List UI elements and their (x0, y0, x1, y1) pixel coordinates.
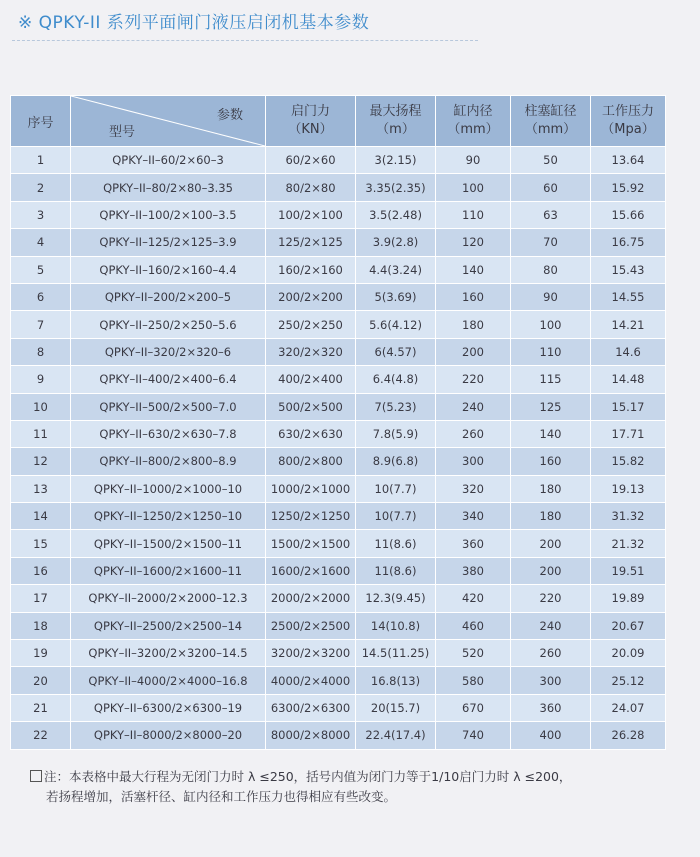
max-lift-cell: 3.5(2.48) (356, 201, 436, 228)
rod-diameter-cell: 360 (511, 694, 591, 721)
header-index: 序号 (11, 96, 71, 147)
model-cell: QPKY–II–8000/2×8000–20 (71, 722, 266, 749)
max-lift-cell: 5(3.69) (356, 283, 436, 310)
cylinder-bore-cell: 460 (436, 612, 511, 639)
footnote-text-2: 若扬程增加，活塞杆径、缸内径和工作压力也得相应有些改变。 (46, 789, 397, 804)
header-max-lift-unit: （m） (376, 122, 415, 137)
open-force-cell: 2000/2×2000 (266, 585, 356, 612)
parameters-table (10, 95, 666, 750)
open-force-cell: 2500/2×2500 (266, 612, 356, 639)
max-lift-cell: 8.9(6.8) (356, 448, 436, 475)
working-pressure-cell: 20.09 (591, 640, 666, 667)
working-pressure-cell: 16.75 (591, 229, 666, 256)
max-lift-cell: 5.6(4.12) (356, 311, 436, 338)
cylinder-bore-cell: 240 (436, 393, 511, 420)
header-working-pressure (591, 96, 666, 147)
open-force-cell: 1600/2×1600 (266, 557, 356, 584)
header-cylinder-bore-name: 缸内径 (453, 104, 493, 119)
cylinder-bore-cell: 740 (436, 722, 511, 749)
cylinder-bore-cell: 420 (436, 585, 511, 612)
cylinder-bore-cell: 580 (436, 667, 511, 694)
table-row (11, 338, 666, 365)
open-force-cell: 3200/2×3200 (266, 640, 356, 667)
index-cell: 15 (11, 530, 71, 557)
header-open-force (266, 96, 356, 147)
header-open-force-unit: （KN） (288, 122, 333, 137)
working-pressure-cell: 31.32 (591, 503, 666, 530)
model-cell: QPKY–II–2500/2×2500–14 (71, 612, 266, 639)
rod-diameter-cell: 180 (511, 503, 591, 530)
index-cell: 4 (11, 229, 71, 256)
model-cell: QPKY–II–1500/2×1500–11 (71, 530, 266, 557)
working-pressure-cell: 19.13 (591, 475, 666, 502)
working-pressure-cell: 14.48 (591, 366, 666, 393)
model-cell: QPKY–II–125/2×125–3.9 (71, 229, 266, 256)
header-param-model (71, 96, 266, 147)
max-lift-cell: 11(8.6) (356, 530, 436, 557)
cylinder-bore-cell: 300 (436, 448, 511, 475)
table-row (11, 283, 666, 310)
table-row (11, 475, 666, 502)
cylinder-bore-cell: 340 (436, 503, 511, 530)
index-cell: 8 (11, 338, 71, 365)
index-cell: 11 (11, 420, 71, 447)
working-pressure-cell: 25.12 (591, 667, 666, 694)
open-force-cell: 125/2×125 (266, 229, 356, 256)
model-cell: QPKY–II–320/2×320–6 (71, 338, 266, 365)
open-force-cell: 200/2×200 (266, 283, 356, 310)
model-cell: QPKY–II–200/2×200–5 (71, 283, 266, 310)
rod-diameter-cell: 400 (511, 722, 591, 749)
working-pressure-cell: 14.55 (591, 283, 666, 310)
rod-diameter-cell: 220 (511, 585, 591, 612)
index-cell: 20 (11, 667, 71, 694)
header-rod-diameter (511, 96, 591, 147)
open-force-cell: 1500/2×1500 (266, 530, 356, 557)
working-pressure-cell: 14.6 (591, 338, 666, 365)
open-force-cell: 500/2×500 (266, 393, 356, 420)
footnote-line-1 (30, 767, 680, 787)
table-row (11, 448, 666, 475)
working-pressure-cell: 13.64 (591, 147, 666, 174)
rod-diameter-cell: 110 (511, 338, 591, 365)
open-force-cell: 160/2×160 (266, 256, 356, 283)
model-cell: QPKY–II–160/2×160–4.4 (71, 256, 266, 283)
footnote (30, 767, 680, 807)
max-lift-cell: 11(8.6) (356, 557, 436, 584)
working-pressure-cell: 15.17 (591, 393, 666, 420)
rod-diameter-cell: 63 (511, 201, 591, 228)
model-cell: QPKY–II–4000/2×4000–16.8 (71, 667, 266, 694)
working-pressure-cell: 20.67 (591, 612, 666, 639)
rod-diameter-cell: 160 (511, 448, 591, 475)
header-working-pressure-unit: （Mpa） (601, 122, 655, 137)
table-row (11, 311, 666, 338)
table-row (11, 530, 666, 557)
open-force-cell: 630/2×630 (266, 420, 356, 447)
open-force-cell: 8000/2×8000 (266, 722, 356, 749)
cylinder-bore-cell: 380 (436, 557, 511, 584)
open-force-cell: 6300/2×6300 (266, 694, 356, 721)
table-row (11, 420, 666, 447)
index-cell: 2 (11, 174, 71, 201)
working-pressure-cell: 14.21 (591, 311, 666, 338)
cylinder-bore-cell: 670 (436, 694, 511, 721)
max-lift-cell: 6.4(4.8) (356, 366, 436, 393)
working-pressure-cell: 15.92 (591, 174, 666, 201)
index-cell: 13 (11, 475, 71, 502)
index-cell: 14 (11, 503, 71, 530)
model-cell: QPKY–II–1250/2×1250–10 (71, 503, 266, 530)
max-lift-cell: 7(5.23) (356, 393, 436, 420)
title-divider (12, 40, 478, 41)
cylinder-bore-cell: 110 (436, 201, 511, 228)
max-lift-cell: 20(15.7) (356, 694, 436, 721)
cylinder-bore-cell: 180 (436, 311, 511, 338)
max-lift-cell: 3.9(2.8) (356, 229, 436, 256)
table-row (11, 640, 666, 667)
max-lift-cell: 16.8(13) (356, 667, 436, 694)
open-force-cell: 1000/2×1000 (266, 475, 356, 502)
working-pressure-cell: 21.32 (591, 530, 666, 557)
rod-diameter-cell: 125 (511, 393, 591, 420)
working-pressure-cell: 26.28 (591, 722, 666, 749)
table-row (11, 393, 666, 420)
open-force-cell: 80/2×80 (266, 174, 356, 201)
max-lift-cell: 22.4(17.4) (356, 722, 436, 749)
table-row (11, 147, 666, 174)
working-pressure-cell: 24.07 (591, 694, 666, 721)
open-force-cell: 800/2×800 (266, 448, 356, 475)
rod-diameter-cell: 80 (511, 256, 591, 283)
max-lift-cell: 3.35(2.35) (356, 174, 436, 201)
max-lift-cell: 7.8(5.9) (356, 420, 436, 447)
header-open-force-name: 启门力 (290, 104, 330, 119)
max-lift-cell: 6(4.57) (356, 338, 436, 365)
index-cell: 3 (11, 201, 71, 228)
rod-diameter-cell: 90 (511, 283, 591, 310)
index-cell: 6 (11, 283, 71, 310)
open-force-cell: 100/2×100 (266, 201, 356, 228)
cylinder-bore-cell: 140 (436, 256, 511, 283)
model-cell: QPKY–II–6300/2×6300–19 (71, 694, 266, 721)
table-row (11, 174, 666, 201)
model-cell: QPKY–II–400/2×400–6.4 (71, 366, 266, 393)
index-cell: 9 (11, 366, 71, 393)
header-cylinder-bore-unit: （mm） (447, 122, 499, 137)
rod-diameter-cell: 70 (511, 229, 591, 256)
checkbox-square-icon (30, 770, 42, 782)
table-row (11, 694, 666, 721)
model-cell: QPKY–II–60/2×60–3 (71, 147, 266, 174)
footnote-text-1: 注：本表格中最大行程为无闭门力时 λ ≤250，括号内值为闭门力等于1/10启门力时 λ ≤200， (44, 769, 572, 784)
cylinder-bore-cell: 100 (436, 174, 511, 201)
model-cell: QPKY–II–800/2×800–8.9 (71, 448, 266, 475)
table-row (11, 585, 666, 612)
cylinder-bore-cell: 160 (436, 283, 511, 310)
table-row (11, 256, 666, 283)
header-max-lift (356, 96, 436, 147)
max-lift-cell: 10(7.7) (356, 503, 436, 530)
table-row (11, 667, 666, 694)
model-cell: QPKY–II–630/2×630–7.8 (71, 420, 266, 447)
table-row (11, 722, 666, 749)
rod-diameter-cell: 300 (511, 667, 591, 694)
model-cell: QPKY–II–1000/2×1000–10 (71, 475, 266, 502)
max-lift-cell: 14.5(11.25) (356, 640, 436, 667)
model-cell: QPKY–II–250/2×250–5.6 (71, 311, 266, 338)
open-force-cell: 400/2×400 (266, 366, 356, 393)
open-force-cell: 320/2×320 (266, 338, 356, 365)
index-cell: 12 (11, 448, 71, 475)
header-cylinder-bore (436, 96, 511, 147)
index-cell: 17 (11, 585, 71, 612)
header-row (11, 96, 666, 147)
table-row (11, 229, 666, 256)
index-cell: 21 (11, 694, 71, 721)
rod-diameter-cell: 180 (511, 475, 591, 502)
index-cell: 19 (11, 640, 71, 667)
cylinder-bore-cell: 120 (436, 229, 511, 256)
max-lift-cell: 14(10.8) (356, 612, 436, 639)
index-cell: 16 (11, 557, 71, 584)
cylinder-bore-cell: 90 (436, 147, 511, 174)
header-working-pressure-name: 工作压力 (601, 104, 654, 119)
open-force-cell: 60/2×60 (266, 147, 356, 174)
rod-diameter-cell: 200 (511, 557, 591, 584)
page-title: ※ QPKY-II 系列平面闸门液压启闭机基本参数 (18, 13, 370, 33)
cylinder-bore-cell: 260 (436, 420, 511, 447)
cylinder-bore-cell: 220 (436, 366, 511, 393)
model-cell: QPKY–II–100/2×100–3.5 (71, 201, 266, 228)
model-cell: QPKY–II–80/2×80–3.35 (71, 174, 266, 201)
open-force-cell: 1250/2×1250 (266, 503, 356, 530)
header-max-lift-name: 最大扬程 (369, 104, 422, 119)
cylinder-bore-cell: 200 (436, 338, 511, 365)
max-lift-cell: 4.4(3.24) (356, 256, 436, 283)
open-force-cell: 250/2×250 (266, 311, 356, 338)
table-body (11, 147, 666, 750)
index-cell: 18 (11, 612, 71, 639)
max-lift-cell: 12.3(9.45) (356, 585, 436, 612)
index-cell: 7 (11, 311, 71, 338)
header-rod-diameter-name: 柱塞缸径 (524, 104, 577, 119)
model-cell: QPKY–II–2000/2×2000–12.3 (71, 585, 266, 612)
rod-diameter-cell: 60 (511, 174, 591, 201)
table-row (11, 612, 666, 639)
table-row (11, 201, 666, 228)
working-pressure-cell: 17.71 (591, 420, 666, 447)
max-lift-cell: 3(2.15) (356, 147, 436, 174)
index-cell: 5 (11, 256, 71, 283)
model-cell: QPKY–II–3200/2×3200–14.5 (71, 640, 266, 667)
working-pressure-cell: 15.82 (591, 448, 666, 475)
working-pressure-cell: 15.66 (591, 201, 666, 228)
rod-diameter-cell: 140 (511, 420, 591, 447)
table-row (11, 557, 666, 584)
table-row (11, 366, 666, 393)
rod-diameter-cell: 115 (511, 366, 591, 393)
model-cell: QPKY–II–500/2×500–7.0 (71, 393, 266, 420)
max-lift-cell: 10(7.7) (356, 475, 436, 502)
header-rod-diameter-unit: （mm） (524, 122, 577, 137)
rod-diameter-cell: 50 (511, 147, 591, 174)
cylinder-bore-cell: 360 (436, 530, 511, 557)
working-pressure-cell: 19.89 (591, 585, 666, 612)
model-cell: QPKY–II–1600/2×1600–11 (71, 557, 266, 584)
rod-diameter-cell: 200 (511, 530, 591, 557)
working-pressure-cell: 15.43 (591, 256, 666, 283)
header-model-label: 型号 (109, 125, 136, 140)
cylinder-bore-cell: 320 (436, 475, 511, 502)
working-pressure-cell: 19.51 (591, 557, 666, 584)
index-cell: 22 (11, 722, 71, 749)
rod-diameter-cell: 240 (511, 612, 591, 639)
index-cell: 1 (11, 147, 71, 174)
header-params-label: 参数 (216, 108, 243, 123)
cylinder-bore-cell: 520 (436, 640, 511, 667)
open-force-cell: 4000/2×4000 (266, 667, 356, 694)
rod-diameter-cell: 260 (511, 640, 591, 667)
table-row (11, 503, 666, 530)
index-cell: 10 (11, 393, 71, 420)
rod-diameter-cell: 100 (511, 311, 591, 338)
